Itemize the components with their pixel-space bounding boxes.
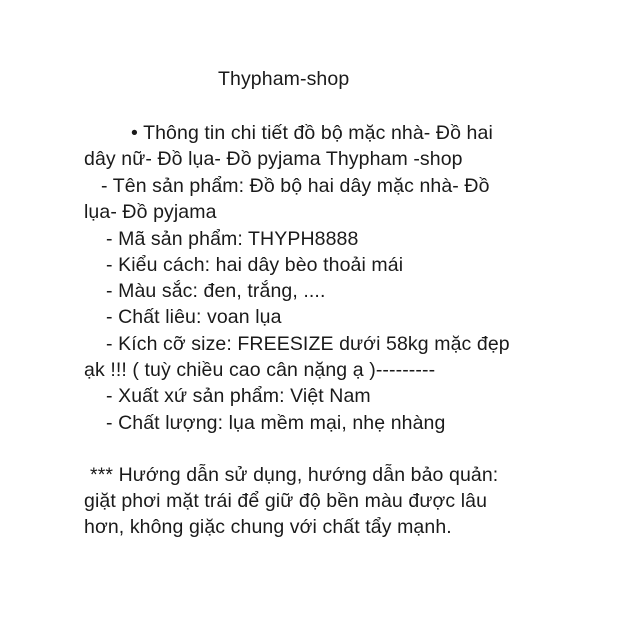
description-line: dây nữ- Đồ lụa- Đồ pyjama Thypham -shop	[84, 148, 463, 170]
description-line: ạk !!! ( tuỳ chiều cao cân nặng ạ )---------	[84, 359, 436, 381]
care-instruction-line: giặt phơi mặt trái để giữ độ bền màu được lâu	[84, 490, 488, 512]
care-instruction-line: hơn, không giặc chung với chất tẩy mạnh.	[84, 516, 452, 538]
description-line: - Mã sản phẩm: THYPH8888	[106, 228, 359, 250]
description-line: • Thông tin chi tiết đồ bộ mặc nhà- Đồ hai	[131, 122, 493, 144]
description-line: - Màu sắc: đen, trắng, ....	[106, 280, 326, 302]
description-line: lụa- Đồ pyjama	[84, 201, 217, 223]
description-line: - Tên sản phẩm: Đồ bộ hai dây mặc nhà- Đồ	[101, 175, 490, 197]
description-line: - Kích cỡ size: FREESIZE dưới 58kg mặc đẹp	[106, 333, 510, 355]
description-line: - Xuất xứ sản phẩm: Việt Nam	[106, 385, 371, 407]
care-instruction-line: *** Hướng dẫn sử dụng, hướng dẫn bảo quản:	[90, 464, 499, 486]
shop-title: Thypham-shop	[218, 68, 350, 90]
description-line: - Chất lượng: lụa mềm mại, nhẹ nhàng	[106, 412, 446, 434]
description-line: - Chất liêu: voan lụa	[106, 306, 282, 328]
description-line: - Kiểu cách: hai dây bèo thoải mái	[106, 254, 404, 276]
